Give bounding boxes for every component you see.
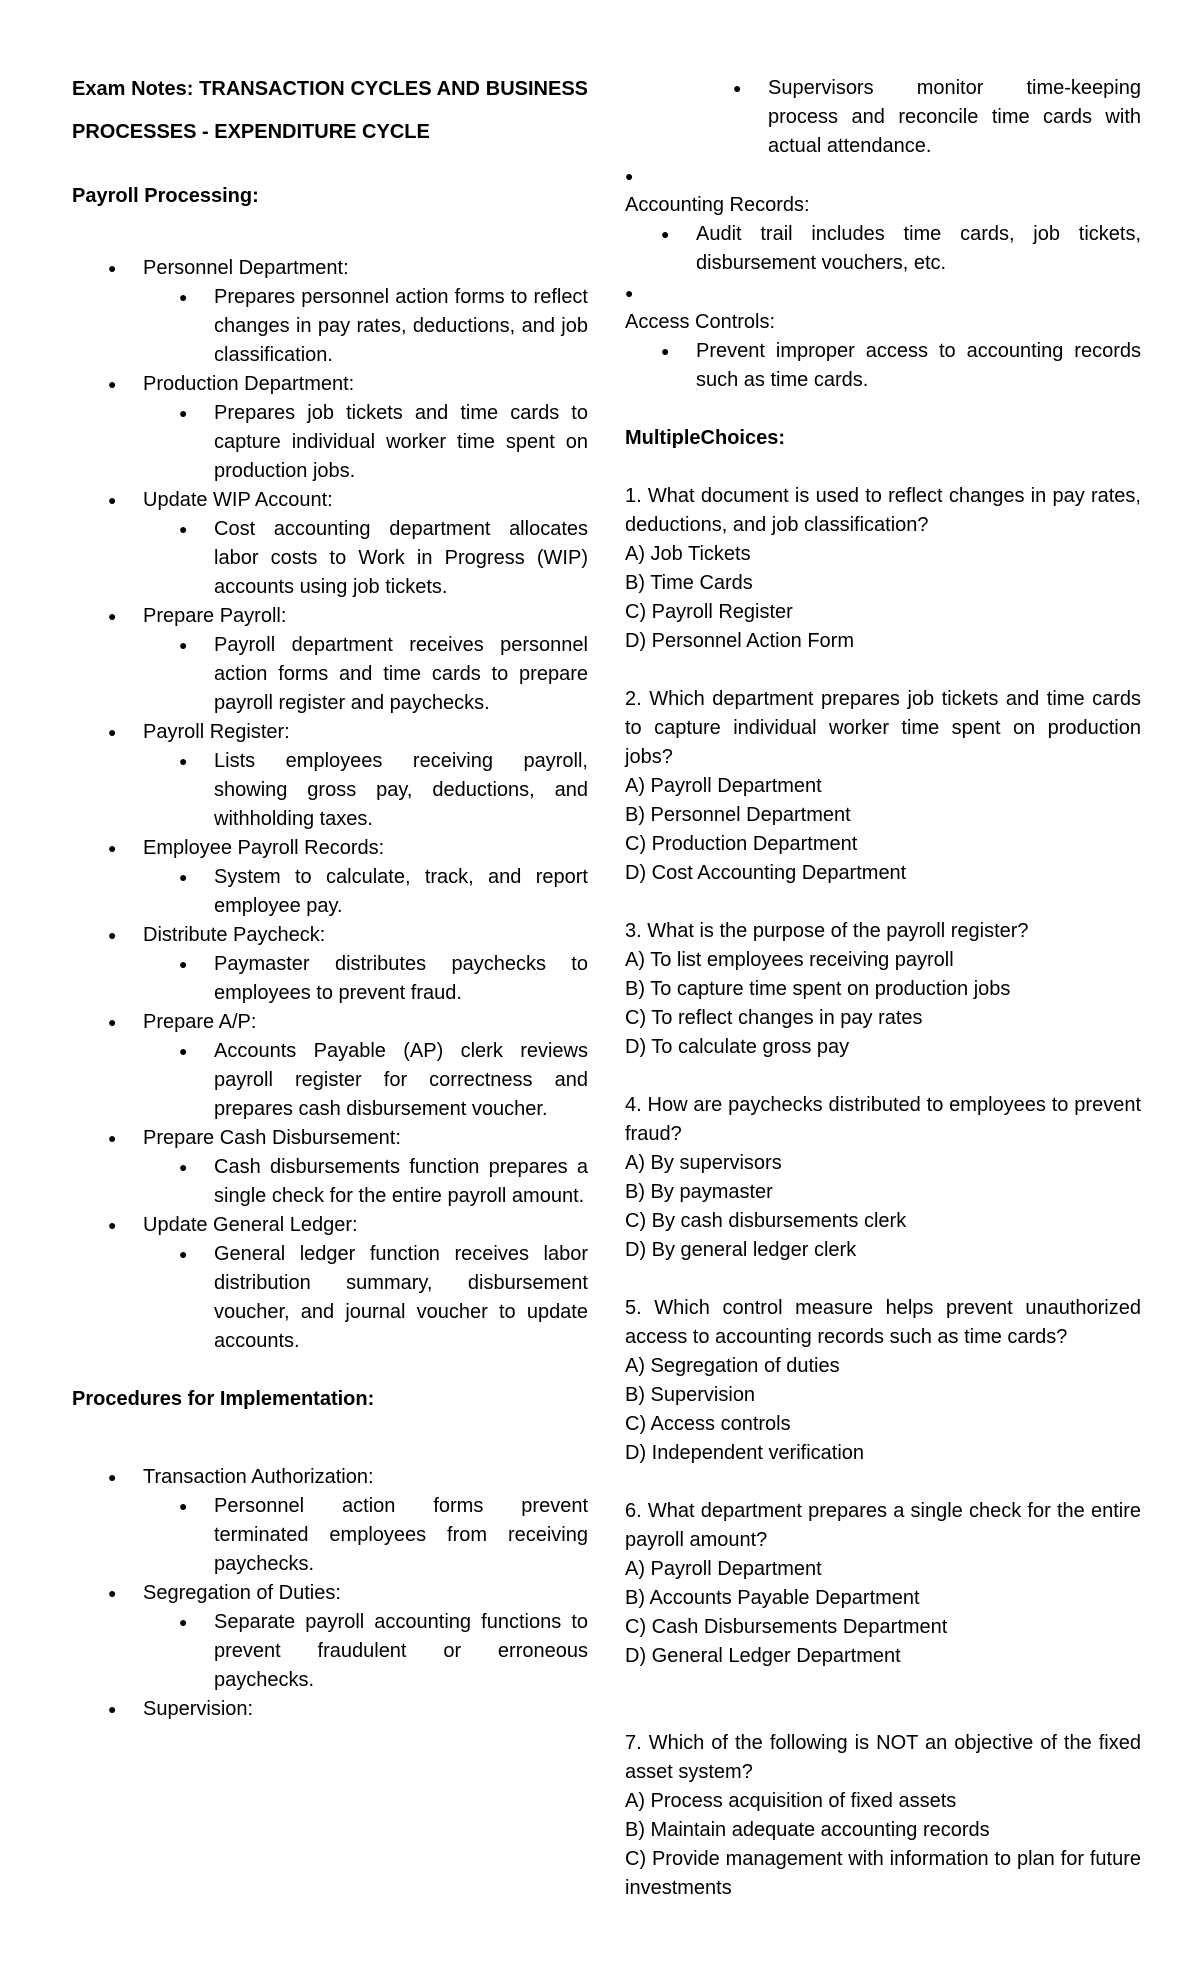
item-label: Accounting Records: — [625, 194, 810, 216]
item-detail: Prepares job tickets and time cards to capture individual worker time spent on production jobs. — [214, 402, 588, 482]
bullet-icon: ● — [625, 168, 634, 184]
bullet-icon: ● — [179, 521, 188, 537]
list-item-detail — [143, 950, 588, 1008]
bullet-icon: ● — [108, 927, 117, 943]
bullet-icon: ● — [108, 1585, 117, 1601]
item-detail: Supervisors monitor time-keeping process and reconcile time cards with actual attendance. — [768, 77, 1141, 157]
item-label: Employee Payroll Records: — [143, 837, 385, 859]
item-detail: General ledger function receives labor distribution summary, disbursement voucher, and journal voucher to update accounts. — [214, 1243, 588, 1352]
answer-option: D) Cost Accounting Department — [625, 862, 907, 884]
list-item-detail — [143, 1037, 588, 1124]
item-detail: Paymaster distributes paychecks to employees to prevent fraud. — [214, 953, 588, 1004]
answer-option: D) Personnel Action Form — [625, 630, 854, 652]
answer-option: A) Payroll Department — [625, 1558, 822, 1580]
left-column — [72, 68, 588, 1724]
list-item — [72, 1463, 588, 1579]
item-label: Supervision: — [143, 1698, 254, 1720]
right-column — [625, 74, 1141, 1903]
bullet-icon: ● — [108, 1217, 117, 1233]
item-detail: Accounts Payable (AP) clerk reviews payroll register for correctness and prepares cash disbursement voucher. — [214, 1040, 588, 1120]
answer-option: B) Personnel Department — [625, 804, 851, 826]
answer-option: D) By general ledger clerk — [625, 1239, 857, 1261]
question-text: 7. Which of the following is NOT an objective of the fixed asset system? — [625, 1732, 1141, 1783]
item-detail: System to calculate, track, and report employee pay. — [214, 866, 588, 917]
item-label: Personnel Department: — [143, 257, 349, 279]
question-4 — [625, 1091, 1141, 1265]
bullet-icon: ● — [108, 1130, 117, 1146]
bullet-icon: ● — [179, 1043, 188, 1059]
answer-option: B) Time Cards — [625, 572, 753, 594]
procedures-list — [72, 1463, 588, 1724]
answer-option: A) Job Tickets — [625, 543, 751, 565]
question-text: 1. What document is used to reflect changes in pay rates, deductions, and job classification? — [625, 485, 1141, 536]
item-detail: Separate payroll accounting functions to prevent fraudulent or erroneous paychecks. — [214, 1611, 588, 1691]
list-item — [72, 834, 588, 921]
bullet-icon: ● — [179, 956, 188, 972]
bullet-icon: ● — [179, 1614, 188, 1630]
bullet-icon: ● — [179, 869, 188, 885]
item-label: Prepare A/P: — [143, 1011, 257, 1033]
list-item-detail — [143, 1240, 588, 1356]
answer-option: D) General Ledger Department — [625, 1645, 901, 1667]
answer-option: A) To list employees receiving payroll — [625, 949, 954, 971]
bullet-icon: ● — [108, 492, 117, 508]
item-detail: Lists employees receiving payroll, showing gross pay, deductions, and withholding taxes. — [214, 750, 588, 830]
answer-option: B) Accounts Payable Department — [625, 1587, 920, 1609]
multiple-choice-heading: MultipleChoices: — [625, 427, 786, 449]
item-label: Segregation of Duties: — [143, 1582, 341, 1604]
answer-option: C) Production Department — [625, 833, 858, 855]
list-item-detail — [143, 1492, 588, 1579]
question-5 — [625, 1294, 1141, 1468]
list-item — [72, 254, 588, 370]
bullet-icon: ● — [108, 1014, 117, 1030]
list-item — [72, 718, 588, 834]
list-item — [72, 602, 588, 718]
item-detail: Personnel action forms prevent terminated employees from receiving paychecks. — [214, 1495, 588, 1575]
bullet-icon: ● — [179, 1498, 188, 1514]
answer-option: C) To reflect changes in pay rates — [625, 1007, 923, 1029]
list-item-detail — [143, 1608, 588, 1695]
list-item — [72, 1211, 588, 1356]
list-item-detail — [625, 220, 1141, 278]
document-title: Exam Notes: TRANSACTION CYCLES AND BUSINESS PROCESSES - EXPENDITURE CYCLE — [72, 78, 588, 143]
procedures-list-continued — [625, 74, 1141, 395]
bullet-icon: ● — [661, 343, 670, 359]
answer-option: A) Segregation of duties — [625, 1355, 840, 1377]
item-detail: Audit trail includes time cards, job tickets, disbursement vouchers, etc. — [696, 223, 1141, 274]
bullet-icon: ● — [179, 637, 188, 653]
list-item — [72, 1695, 588, 1724]
procedures-heading: Procedures for Implementation: — [72, 1388, 375, 1410]
bullet-icon: ● — [179, 1159, 188, 1175]
item-label: Update General Ledger: — [143, 1214, 358, 1236]
answer-option: C) By cash disbursements clerk — [625, 1210, 907, 1232]
bullet-icon: ● — [179, 289, 188, 305]
item-detail: Prepares personnel action forms to reflect changes in pay rates, deductions, and job classification. — [214, 286, 588, 366]
question-text: 4. How are paychecks distributed to employees to prevent fraud? — [625, 1094, 1141, 1145]
list-item — [72, 1579, 588, 1695]
bullet-icon: ● — [108, 724, 117, 740]
list-item — [72, 921, 588, 1008]
answer-option: B) Maintain adequate accounting records — [625, 1819, 990, 1841]
bullet-icon: ● — [733, 80, 742, 96]
answer-option: A) Payroll Department — [625, 775, 822, 797]
item-label: Prepare Payroll: — [143, 605, 287, 627]
answer-option: A) Process acquisition of fixed assets — [625, 1790, 957, 1812]
bullet-icon: ● — [108, 260, 117, 276]
answer-option: C) Access controls — [625, 1413, 791, 1435]
item-label: Payroll Register: — [143, 721, 290, 743]
payroll-list — [72, 254, 588, 1356]
answer-option: B) To capture time spent on production jobs — [625, 978, 1011, 1000]
list-item-detail — [625, 337, 1141, 395]
answer-option: B) By paymaster — [625, 1181, 773, 1203]
list-item-detail — [143, 863, 588, 921]
bullet-icon: ● — [108, 376, 117, 392]
question-3 — [625, 917, 1141, 1062]
list-item-detail — [143, 631, 588, 718]
list-item — [72, 486, 588, 602]
item-label: Access Controls: — [625, 311, 776, 333]
bullet-icon: ● — [108, 608, 117, 624]
answer-option: D) Independent verification — [625, 1442, 865, 1464]
bullet-icon: ● — [625, 285, 634, 301]
item-label: Transaction Authorization: — [143, 1466, 374, 1488]
item-detail: Cost accounting department allocates labor costs to Work in Progress (WIP) accounts using job tickets. — [214, 518, 588, 598]
list-item — [72, 1124, 588, 1211]
bullet-icon: ● — [108, 840, 117, 856]
list-item — [625, 161, 1141, 278]
bullet-icon: ● — [179, 405, 188, 421]
question-1 — [625, 482, 1141, 656]
question-2 — [625, 685, 1141, 888]
list-item-detail — [143, 399, 588, 486]
answer-option: A) By supervisors — [625, 1152, 782, 1174]
item-detail: Payroll department receives personnel action forms and time cards to prepare payroll register and paychecks. — [214, 634, 588, 714]
payroll-heading: Payroll Processing: — [72, 185, 259, 207]
bullet-icon: ● — [661, 226, 670, 242]
answer-option: C) Provide management with information to plan for future investments — [625, 1848, 1141, 1899]
question-text: 5. Which control measure helps prevent unauthorized access to accounting records such as time cards? — [625, 1297, 1141, 1348]
list-item-detail — [143, 1153, 588, 1211]
item-label: Production Department: — [143, 373, 355, 395]
list-item-detail — [143, 747, 588, 834]
bullet-icon: ● — [108, 1701, 117, 1717]
question-7 — [625, 1729, 1141, 1903]
answer-option: B) Supervision — [625, 1384, 756, 1406]
question-text: 2. Which department prepares job tickets and time cards to capture individual worker time spent on production jobs? — [625, 688, 1141, 768]
bullet-icon: ● — [179, 753, 188, 769]
list-item — [625, 278, 1141, 395]
item-detail: Cash disbursements function prepares a single check for the entire payroll amount. — [214, 1156, 588, 1207]
list-item-detail — [143, 283, 588, 370]
answer-option: C) Cash Disbursements Department — [625, 1616, 948, 1638]
item-label: Distribute Paycheck: — [143, 924, 326, 946]
item-label: Prepare Cash Disbursement: — [143, 1127, 401, 1149]
item-detail: Prevent improper access to accounting records such as time cards. — [696, 340, 1141, 391]
list-item-detail — [625, 74, 1141, 161]
question-6 — [625, 1497, 1141, 1671]
list-item — [72, 1008, 588, 1124]
list-item-detail — [143, 515, 588, 602]
answer-option: D) To calculate gross pay — [625, 1036, 850, 1058]
question-text: 3. What is the purpose of the payroll register? — [625, 920, 1029, 942]
question-text: 6. What department prepares a single check for the entire payroll amount? — [625, 1500, 1141, 1551]
bullet-icon: ● — [179, 1246, 188, 1262]
bullet-icon: ● — [108, 1469, 117, 1485]
item-label: Update WIP Account: — [143, 489, 333, 511]
list-item — [72, 370, 588, 486]
answer-option: C) Payroll Register — [625, 601, 793, 623]
